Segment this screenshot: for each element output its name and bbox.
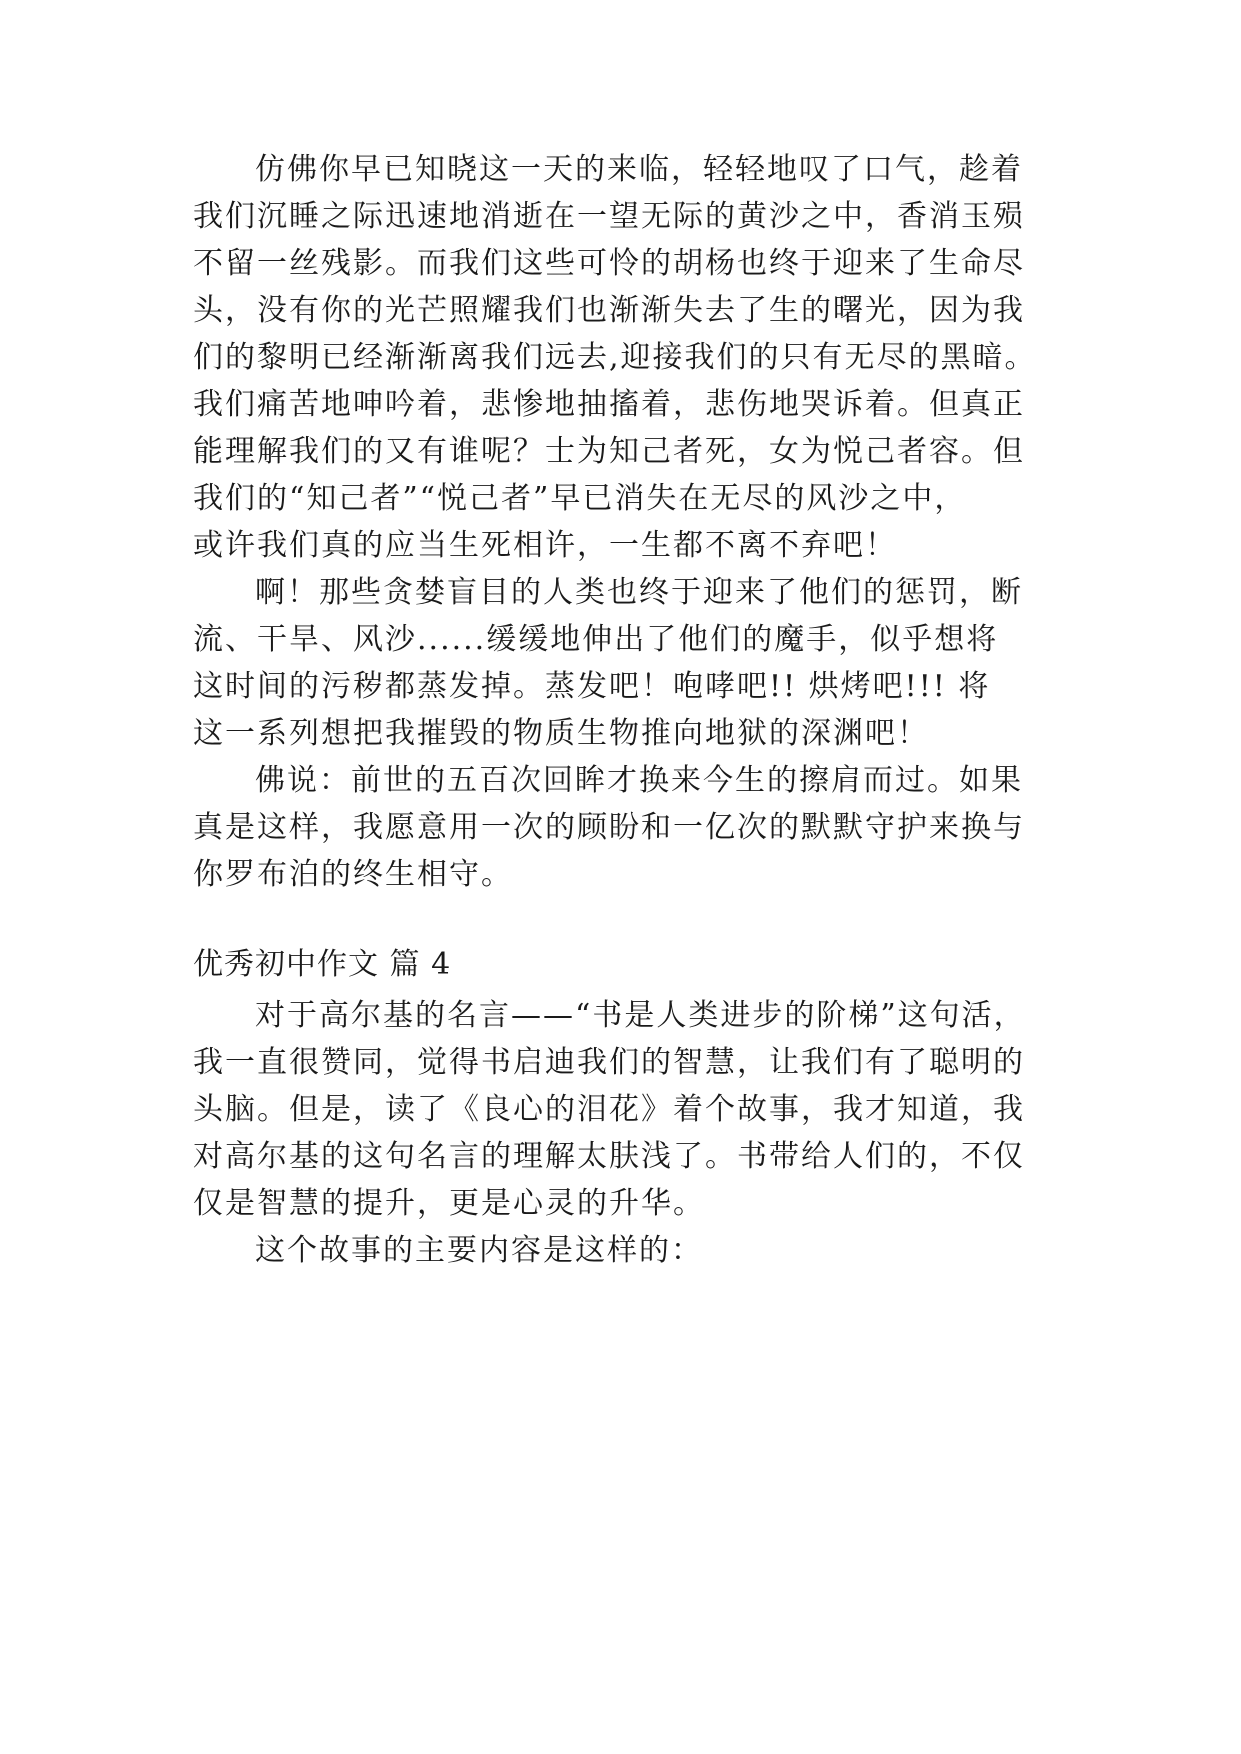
section-title: 优秀初中作文 篇 4	[193, 947, 452, 982]
paragraph-line: 仅是智慧的提升，更是心灵的升华。	[193, 1186, 705, 1221]
paragraph-line: 我们痛苦地呻吟着，悲惨地抽搐着，悲伤地哭诉着。但真正	[193, 387, 1025, 422]
paragraph-line: 们的黎明已经渐渐离我们远去,迎接我们的只有无尽的黑暗。	[193, 340, 1037, 375]
paragraph-line: 流、干旱、风沙......缓缓地伸出了他们的魔手，似乎想将	[193, 622, 999, 657]
paragraph-line: 头脑。但是，读了《良心的泪花》着个故事，我才知道，我	[193, 1092, 1025, 1127]
paragraph-line: 我们的“知己者”“悦己者”早已消失在无尽的风沙之中，	[193, 481, 967, 516]
paragraph-line: 或许我们真的应当生死相许，一生都不离不弃吧！	[193, 528, 897, 563]
paragraph-line: 头，没有你的光芒照耀我们也渐渐失去了生的曙光，因为我	[193, 293, 1025, 328]
paragraph-line: 啊！那些贪婪盲目的人类也终于迎来了他们的惩罚，断	[255, 575, 1023, 610]
paragraph-line: 这一系列想把我摧毁的物质生物推向地狱的深渊吧！	[193, 716, 929, 751]
paragraph-line: 对于高尔基的名言——“书是人类进步的阶梯”这句活，	[255, 998, 1026, 1033]
paragraph-line: 对高尔基的这句名言的理解太肤浅了。书带给人们的，不仅	[193, 1139, 1025, 1174]
paragraph-line: 真是这样，我愿意用一次的顾盼和一亿次的默默守护来换与	[193, 810, 1025, 845]
paragraph-line: 仿佛你早已知晓这一天的来临，轻轻地叹了口气，趁着	[255, 152, 1023, 187]
paragraph-line: 我一直很赞同，觉得书启迪我们的智慧，让我们有了聪明的	[193, 1045, 1025, 1080]
paragraph-line: 这个故事的主要内容是这样的：	[255, 1233, 703, 1268]
paragraph-line: 我们沉睡之际迅速地消逝在一望无际的黄沙之中，香消玉殒	[193, 199, 1025, 234]
paragraph-line: 不留一丝残影。而我们这些可怜的胡杨也终于迎来了生命尽	[193, 246, 1025, 281]
paragraph-line: 这时间的污秽都蒸发掉。蒸发吧！咆哮吧!! 烘烤吧!!! 将	[193, 669, 991, 704]
paragraph-line: 你罗布泊的终生相守。	[193, 857, 513, 892]
paragraph-line: 佛说：前世的五百次回眸才换来今生的擦肩而过。如果	[255, 763, 1023, 798]
paragraph-line: 能理解我们的又有谁呢？士为知己者死，女为悦己者容。但	[193, 434, 1025, 469]
